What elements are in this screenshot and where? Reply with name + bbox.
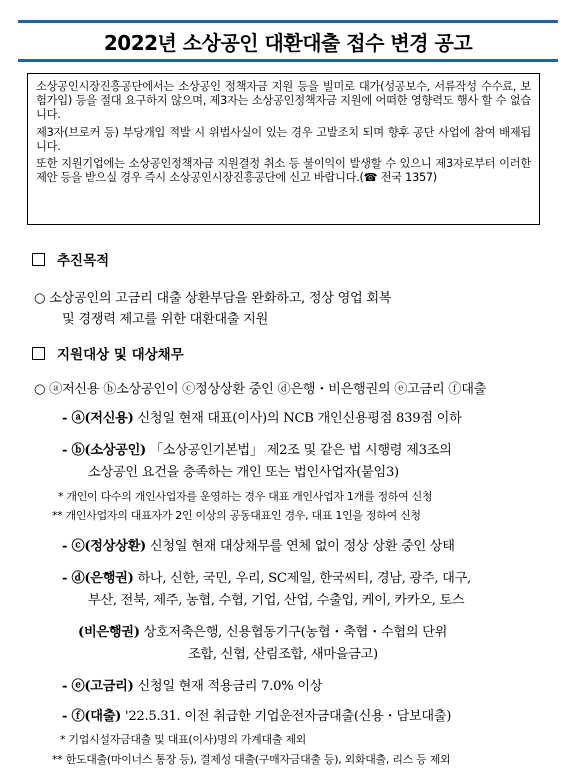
page-title-banner	[18, 20, 558, 62]
checkbox-square-icon	[32, 253, 45, 266]
criterion-non-bank: (비은행권) 상호저축은행, 신용협동기구(농협・축협・수협의 단위	[78, 625, 448, 640]
footnote: ** 개인사업자의 대표자가 2인 이상의 공동대표인 경우, 대표 1인을 정하여 신청	[52, 509, 421, 522]
criterion-high-interest: - ⓔ(고금리) 신청일 현재 적용금리 7.0% 이상	[62, 679, 323, 694]
section-heading-target: 지원대상 및 대상채무	[32, 343, 184, 363]
criterion-small-business: - ⓑ(소상공인) 「소상공인기본법」 제2조 및 같은 법 시행령 제3조의	[62, 443, 452, 458]
criterion-bank-cont: 부산, 전북, 제주, 농협, 수협, 기업, 산업, 수출입, 케이, 카카오, 토스	[88, 593, 465, 608]
checkbox-square-icon	[32, 347, 45, 360]
notice-paragraph: 소상공인시장진흥공단에서는 소상공인 정책자금 지원 등을 빌미로 대가(성공보수, 서류작성 수수료, 보험가입) 등을 절대 요구하지 않으며, 제3자는 소상공인정책자금 지원에 어떠한 영향력도 행사 할 수 없습니다.	[36, 80, 531, 122]
criterion-loan: - ⓕ(대출) '22.5.31. 이전 취급한 기업운전자금대출(신용・담보대출)	[62, 709, 452, 724]
criterion-bank: - ⓓ(은행권) 하나, 신한, 국민, 우리, SC제일, 한국씨티, 경남, 광주, 대구,	[62, 571, 471, 586]
footnote: * 개인이 다수의 개인사업자를 운영하는 경우 대표 개인사업자 1개를 정하여 신청	[58, 490, 433, 503]
target-summary: ○ ⓐ저신용 ⓑ소상공인이 ⓒ정상상환 중인 ⓓ은행・비은행권의 ⓔ고금리 ⓕ대출	[34, 382, 487, 397]
page-title: 2022년 소상공인 대환대출 접수 변경 공고	[103, 30, 473, 55]
footnote: ** 한도대출(마이너스 통장 등), 결제성 대출(구매자금대출 등), 외화대출, 리스 등 제외	[52, 753, 451, 766]
criterion-small-business-cont: 소상공인 요건을 충족하는 개인 또는 법인사업자(붙임3)	[88, 465, 399, 480]
purpose-line: 및 경쟁력 제고를 위한 대환대출 지원	[62, 312, 269, 327]
criterion-non-bank-cont: 조합, 신협, 산림조합, 새마을금고)	[188, 647, 378, 662]
notice-paragraph: 또한 지원기업에는 소상공인정책자금 지원결정 취소 등 불이익이 발생할 수 있으니 제3자로부터 이러한 제안 등을 받으실 경우 즉시 소상공인시장진흥공단에 신고 바랍니다.(☎ 전국 1357)	[36, 157, 531, 185]
purpose-line: ○ 소상공인의 고금리 대출 상환부담을 완화하고, 정상 영업 회복	[34, 291, 392, 306]
criterion-low-credit: - ⓐ(저신용) 신청일 현재 대표(이사)의 NCB 개인신용평점 839점 이하	[62, 411, 462, 426]
footnote: * 기업시설자금대출 및 대표(이사)명의 가계대출 제외	[60, 733, 307, 746]
notice-paragraph: 제3자(브로커 등) 부당개입 적발 시 위법사실이 있는 경우 고발조치 되며 향후 공단 사업에 참여 배제됩니다.	[36, 125, 531, 153]
criterion-normal-repayment: - ⓒ(정상상환) 신청일 현재 대상채무를 연체 없이 정상 상환 중인 상태	[62, 539, 455, 554]
notice-box	[27, 73, 540, 225]
section-heading-purpose: 추진목적	[32, 249, 109, 269]
